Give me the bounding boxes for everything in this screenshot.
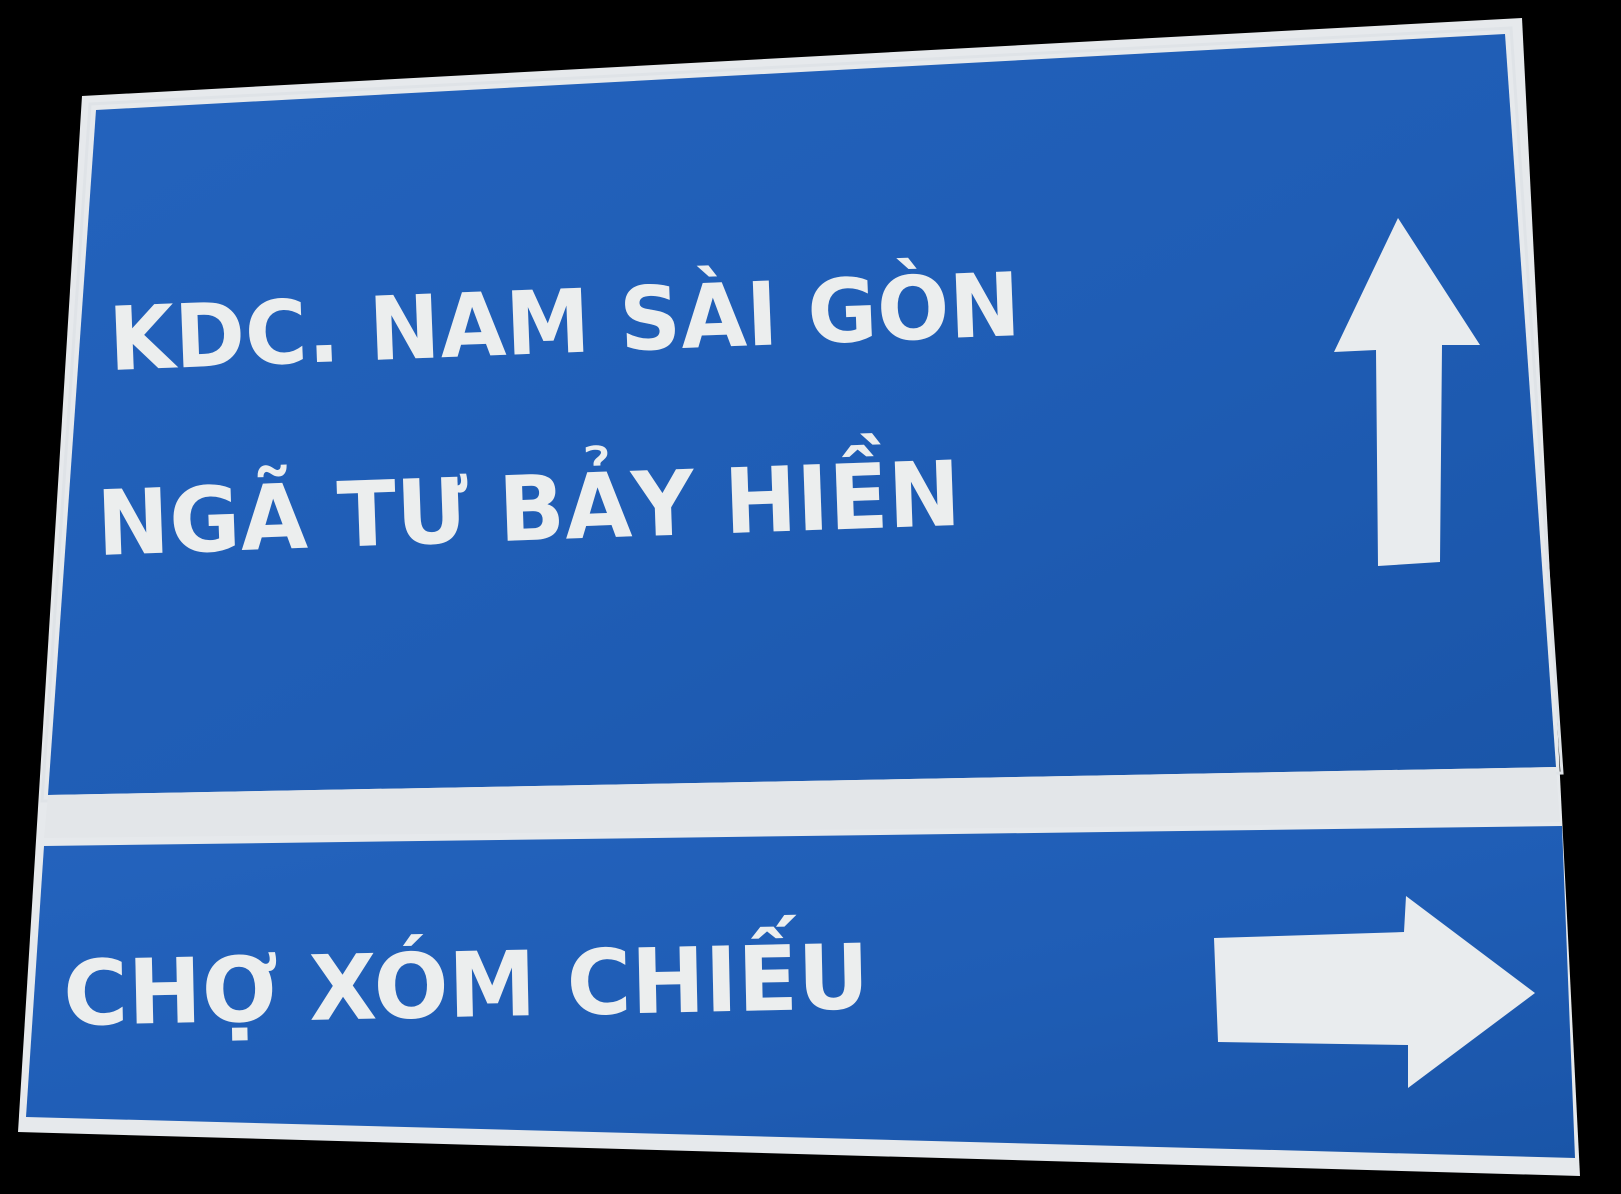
destination-kdc-nam-sai-gon: KDC. NAM SÀI GÒN	[106, 251, 1056, 391]
upper-panel	[48, 34, 1556, 795]
destination-nga-tu-bay-hien: NGÃ TƯ BẢY HIỀN	[95, 440, 997, 577]
destination-cho-xom-chieu: CHỢ XÓM CHIẾU	[62, 924, 889, 1047]
